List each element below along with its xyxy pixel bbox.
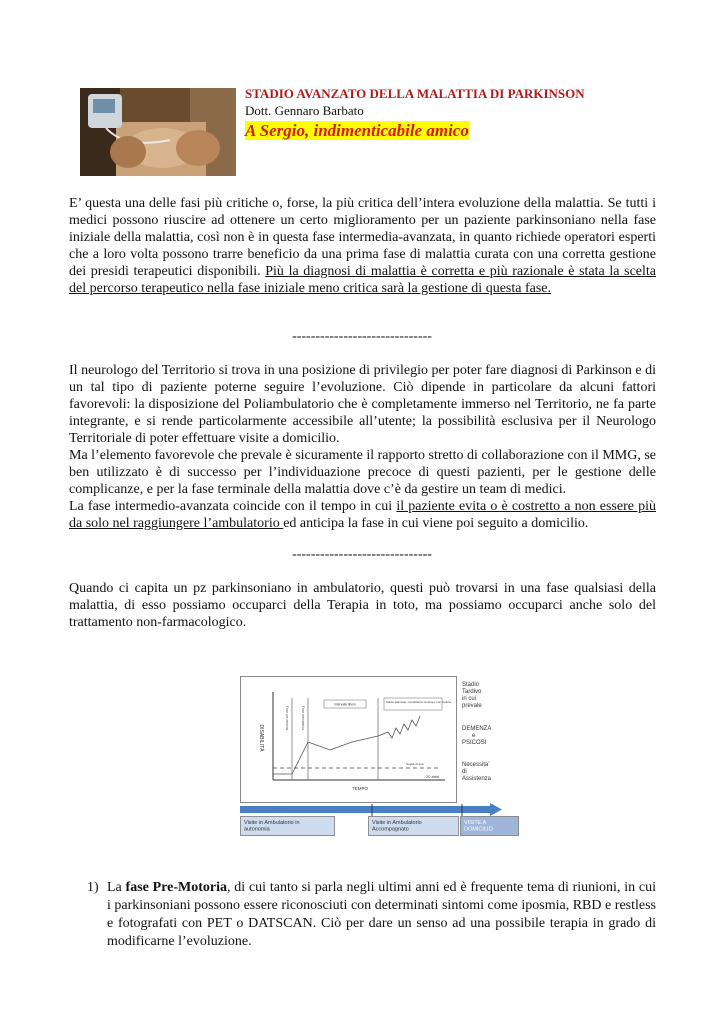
box-complicanze-label: Stadio avanzato: complicanze motorie e non motorie — [386, 700, 452, 704]
paragraph-3: Quando ci capita un pz parkinsoniano in ambulatorio, questi può trovarsi in una fase qualsiasi della malattia, di esso possiamo occuparci della Terapia in toto, ma possiamo occuparci anche solo del trattamento non-farmacologico. — [69, 581, 656, 630]
paragraph-1 — [69, 195, 656, 297]
paragraph-2a: Il neurologo del Territorio si trova in una posizione di privilegio per poter fare diagnosi di Parkinson e di un tal tipo di paziente poterne seguire l’evoluzione. Ciò dipende in particolare da alcuni fattori favorevoli: la disposizione del Poliambulatorio che è completamente immerso nel Territorio, ne fa parte integrante, e si rende particolarmente accessibile all’utente; la possibilità esclusiva per il Neurologo Territoriale di poter effettuare visite a domicilio. — [69, 363, 656, 446]
paragraph-1-text: E’ questa una delle fasi più critiche o, forse, la più critica dell’intera evoluzione della malattia. Se tutti i medici possono riuscire ad ottenere un certo miglioramento per un paziente parkinsoniano nella fase iniziale della malattia, così non è in questa fase intermedia-avanzata, in quanto richiede operatori esperti che a loro volta possono trarre beneficio da una prima fase di malattia curata con una corretta gestione dei presidi terapeutici disponibili. — [69, 196, 656, 279]
header-photo — [80, 88, 236, 176]
numbered-list — [69, 879, 656, 951]
timeline-arrow-head — [490, 803, 502, 816]
side-text-1: Stadio Tardivo in cui prevale — [462, 682, 482, 709]
paragraph-2 — [69, 362, 656, 532]
side-text-3: Necessita' di Assistenza — [462, 762, 492, 782]
list-item-post: , di cui tanto si parla negli ultimi anni ed è frequente tema di riunioni, in cui i parkinsoniani possono essere riconosciuti con determinati sintomi come iposmia, RBD e restless e fotografati con PET o DATSCAN. Ciò per dare un senso ad una possibile terapia in grado di modificarne l’evoluzione. — [107, 880, 656, 949]
phase-label-2: Fase sintomatica — [301, 706, 305, 731]
side-text-2: DEMENZA e PSICOSI — [462, 726, 492, 746]
list-number: 1) — [87, 880, 99, 895]
dedication-text: A Sergio, indimenticabile amico — [245, 121, 469, 140]
separator-2: ------------------------------ — [292, 547, 432, 562]
document-header — [245, 86, 665, 142]
phase-label-1: Fase pre-motoria — [285, 706, 289, 731]
paragraph-2c — [69, 498, 656, 532]
bottom-box-2-label: Visite in Ambulatorio Accompagnato — [372, 820, 422, 833]
list-item — [107, 879, 656, 951]
paragraph-2c-post: ed anticipa la fase in cui viene poi seguito a domicilio. — [283, 516, 589, 531]
y-axis-label: DISABILITÀ — [258, 724, 264, 752]
years-label: 20 anni — [426, 774, 440, 779]
document-author: Dott. Gennaro Barbato — [245, 103, 364, 118]
separator-1: ------------------------------ — [292, 329, 432, 344]
paragraph-1-underlined: Più la diagnosi di malattia è corretta e più razionale è stata la scelta del percorso terapeutico nella fase iniziale meno critica sarà la gestione di questa fase. — [69, 264, 656, 296]
disease-progression-figure — [240, 676, 520, 836]
paragraph-2b: Ma l’elemento favorevole che prevale è sicuramente il rapporto stretto di collaborazione con il MMG, se ben utilizzato è di successo per l’individuazione precoce di questi pazienti, per le gestione delle complicanze, e per la fase terminale della malattia dove c’è da gestire un team di medici. — [69, 448, 657, 497]
list-item-pre: La — [107, 880, 126, 895]
paragraph-2c-underlined: il paziente evita o è costretto a non essere più da solo nel raggiungere l’ambulatorio — [69, 499, 656, 531]
bottom-box-1-label: Visite in Ambulatorio in autonomia — [244, 820, 300, 833]
document-title: STADIO AVANZATO DELLA MALATTIA DI PARKINSON — [245, 86, 585, 101]
box-intervallo-label: Intervallo libero — [334, 702, 356, 707]
document-dedication — [245, 120, 665, 142]
timeline-arrow-body — [240, 806, 490, 813]
threshold-label: Soglia clinica — [406, 762, 424, 766]
x-axis-label: TEMPO — [351, 786, 369, 791]
bottom-box-3-label: VISITE A DOMICILIO — [464, 820, 493, 833]
list-item-bold: fase Pre-Motoria — [125, 880, 228, 895]
paragraph-2c-pre: La fase intermedio-avanzata coincide con il tempo in cui — [69, 499, 397, 514]
